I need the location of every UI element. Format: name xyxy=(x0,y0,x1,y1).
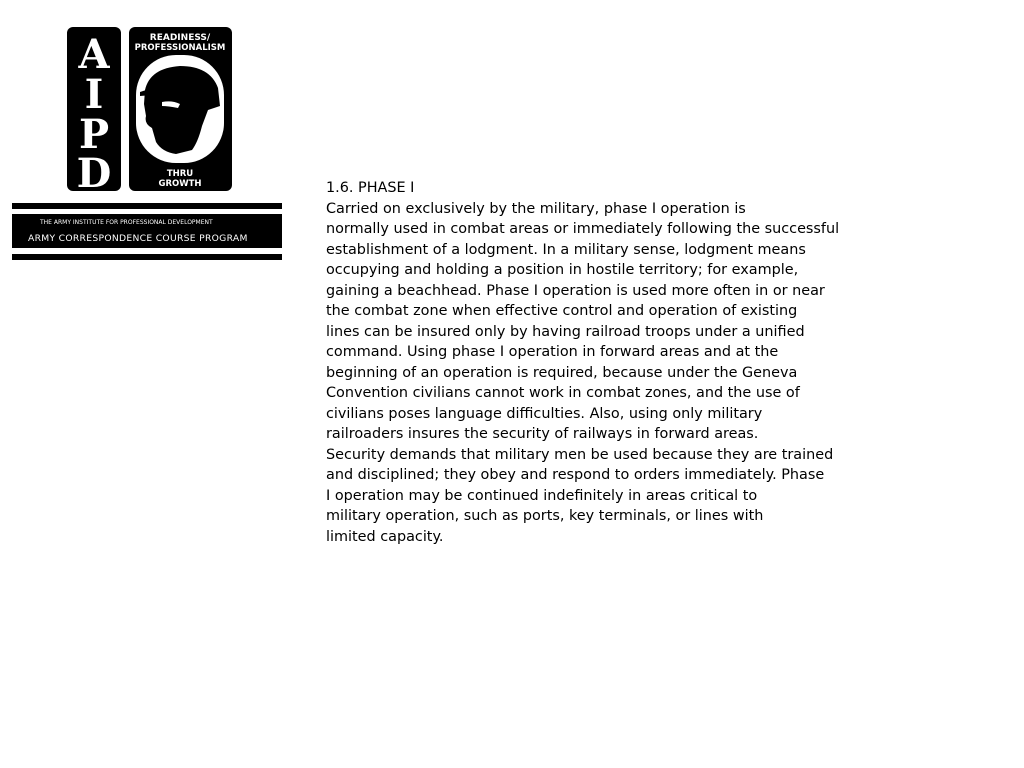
emblem-bottom-text-1: THRU xyxy=(166,169,194,179)
logo-letter-d: D xyxy=(76,150,112,197)
emblem-top-text-2: PROFESSIONALISM xyxy=(134,43,226,53)
text-line: military operation, such as ports, key terminals, or lines with xyxy=(326,508,764,524)
text-line: Security demands that military men be used because they are trained xyxy=(326,446,834,463)
text-line: and disciplined; they obey and respond to orders immediately. Phase xyxy=(326,467,825,483)
text-line: I operation may be continued indefinitely in areas critical to xyxy=(326,487,758,504)
text-line: lines can be insured only by having railroad troops under a unified xyxy=(326,323,805,340)
text-line: command. Using phase I operation in forward areas and at the xyxy=(326,344,779,360)
band-small-text: THE ARMY INSTITUTE FOR PROFESSIONAL DEVELOPMENT xyxy=(40,219,213,226)
text-line: establishment of a lodgment. In a military sense, lodgment means xyxy=(326,241,806,258)
text-line: Convention civilians cannot work in combat zones, and the use of xyxy=(326,385,800,401)
aipd-logo xyxy=(12,26,282,262)
section-heading: 1.6. PHASE I xyxy=(326,180,415,196)
logo-letter-p: P xyxy=(78,111,110,158)
emblem-top-text-1: READINESS/ xyxy=(149,33,211,43)
text-line: Carried on exclusively by the military, phase I operation is xyxy=(326,200,746,217)
text-line: normally used in combat areas or immediately following the successful xyxy=(326,221,840,237)
text-line: the combat zone when effective control and operation of existing xyxy=(326,303,798,319)
logo-letter-i: I xyxy=(84,71,104,118)
band-bottom-rule xyxy=(12,254,282,260)
emblem-bottom-text-2: GROWTH xyxy=(158,179,202,189)
logo-letter-a: A xyxy=(78,31,110,78)
band-top-rule xyxy=(12,203,282,209)
aipd-logo-graphic xyxy=(12,26,282,262)
text-line: beginning of an operation is required, because under the Geneva xyxy=(326,364,798,381)
band-large-text: ARMY CORRESPONDENCE COURSE PROGRAM xyxy=(28,233,248,244)
text-line: occupying and holding a position in hostile territory; for example, xyxy=(326,262,799,278)
text-line: gaining a beachhead. Phase I operation is used more often in or near xyxy=(326,282,825,299)
text-line: civilians poses language difficulties. Also, using only military xyxy=(326,405,763,422)
text-line: limited capacity. xyxy=(326,528,444,545)
section-text xyxy=(326,178,840,547)
text-line: railroaders insures the security of railways in forward areas. xyxy=(326,426,759,442)
